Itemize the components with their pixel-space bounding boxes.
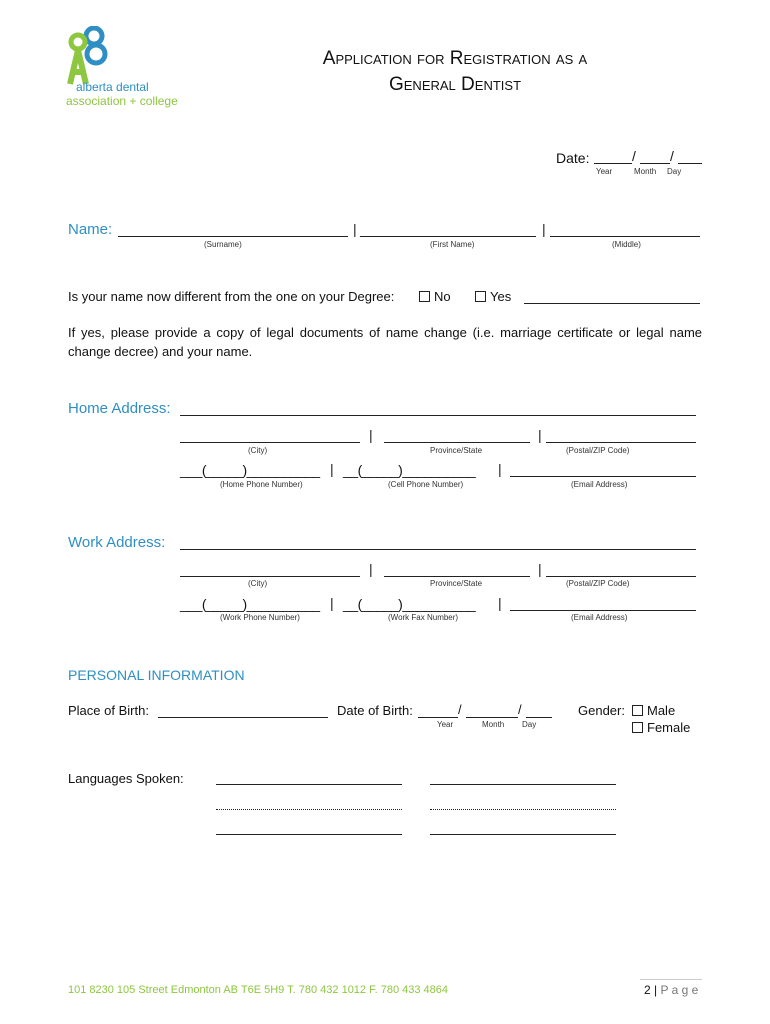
personal-info-heading: PERSONAL INFORMATION [68, 667, 245, 683]
language-field-5[interactable] [216, 834, 402, 835]
first-name-caption: (First Name) [430, 240, 475, 249]
home-postal-caption: (Postal/ZIP Code) [566, 446, 630, 455]
footer-address: 101 8230 105 Street Edmonton AB T6E 5H9 T. 780 432 1012 F. 780 433 4864 [68, 984, 448, 996]
place-of-birth-label: Place of Birth: [68, 703, 149, 718]
surname-caption: (Surname) [204, 240, 242, 249]
home-postal-field[interactable] [546, 442, 696, 443]
home-phone-field[interactable]: ___(_____)__________ [180, 462, 320, 478]
cell-phone-caption: (Cell Phone Number) [388, 480, 464, 489]
middle-name-caption: (Middle) [612, 240, 641, 249]
first-name-field[interactable] [360, 236, 536, 237]
middle-name-field[interactable] [550, 236, 700, 237]
gender-female-label: Female [647, 720, 691, 735]
date-year-field[interactable] [594, 163, 632, 164]
gender-label: Gender: [578, 703, 625, 718]
home-city-caption: (City) [248, 446, 268, 455]
degree-question: Is your name now different from the one on your Degree: [68, 289, 395, 304]
dob-month-field[interactable] [466, 717, 518, 718]
home-province-caption: Province/State [430, 446, 483, 455]
work-province-field[interactable] [384, 576, 530, 577]
degree-no-option[interactable] [419, 289, 451, 304]
language-field-4[interactable] [430, 809, 616, 810]
logo-text-line2: association + college [66, 94, 178, 108]
work-postal-field[interactable] [546, 576, 696, 577]
date-month-caption: Month [634, 167, 657, 176]
work-email-caption: (Email Address) [571, 613, 628, 622]
date-month-field[interactable] [640, 163, 670, 164]
language-field-2[interactable] [430, 784, 616, 785]
footer-rule [640, 979, 702, 980]
date-label: Date: [556, 150, 590, 166]
dob-year-caption: Year [437, 720, 454, 729]
name-change-note: If yes, please provide a copy of legal documents of name change (i.e. marriage certificate or legal name change decree) and your name. [68, 325, 702, 359]
logo [62, 26, 182, 116]
checkbox-icon [475, 291, 486, 302]
degree-yes-option[interactable] [475, 289, 511, 304]
logo-text-line1: alberta dental [76, 80, 149, 94]
checkbox-icon [632, 722, 643, 733]
home-street-field[interactable] [180, 415, 696, 416]
home-email-field[interactable] [510, 476, 696, 477]
dob-day-field[interactable] [526, 717, 552, 718]
language-field-6[interactable] [430, 834, 616, 835]
logo-mark-icon [66, 26, 116, 88]
dob-month-caption: Month [482, 720, 505, 729]
work-street-field[interactable] [180, 549, 696, 550]
surname-field[interactable] [118, 236, 348, 237]
title-line1: Application for Registration as a [322, 48, 588, 69]
page-title [250, 46, 660, 98]
place-of-birth-field[interactable] [158, 717, 328, 718]
checkbox-icon [419, 291, 430, 302]
work-phone-field[interactable]: ___(_____)__________ [180, 596, 320, 612]
dob-day-caption: Day [522, 720, 537, 729]
home-city-field[interactable] [180, 442, 360, 443]
home-email-caption: (Email Address) [571, 480, 628, 489]
cell-phone-field[interactable]: __(_____)__________ [343, 462, 476, 478]
gender-female-option[interactable] [632, 720, 690, 735]
work-fax-field[interactable]: __(_____)__________ [343, 596, 476, 612]
work-city-field[interactable] [180, 576, 360, 577]
work-fax-caption: (Work Fax Number) [388, 613, 459, 622]
checkbox-icon [632, 705, 643, 716]
gender-male-option[interactable] [632, 703, 675, 718]
languages-label: Languages Spoken: [68, 771, 184, 786]
date-year-caption: Year [596, 167, 613, 176]
name-label: Name: [68, 221, 113, 238]
language-field-3[interactable] [216, 809, 402, 810]
work-phone-caption: (Work Phone Number) [220, 613, 300, 622]
page-number: 2 [644, 983, 651, 997]
work-province-caption: Province/State [430, 579, 483, 588]
work-postal-caption: (Postal/ZIP Code) [566, 579, 630, 588]
page-word: P a g e [660, 983, 699, 997]
page-indicator: 2 | P a g e [644, 983, 699, 997]
title-line2: General Dentist [388, 74, 522, 95]
dob-year-field[interactable] [418, 717, 458, 718]
home-phone-caption: (Home Phone Number) [220, 480, 303, 489]
work-city-caption: (City) [248, 579, 268, 588]
home-address-label: Home Address: [68, 400, 171, 417]
work-address-label: Work Address: [68, 534, 166, 551]
gender-male-label: Male [647, 703, 676, 718]
date-day-caption: Day [667, 167, 682, 176]
new-name-field[interactable] [524, 303, 700, 304]
dob-label: Date of Birth: [337, 703, 413, 718]
home-province-field[interactable] [384, 442, 530, 443]
degree-yes-label: Yes [490, 289, 512, 304]
date-day-field[interactable] [678, 163, 702, 164]
language-field-1[interactable] [216, 784, 402, 785]
degree-no-label: No [434, 289, 451, 304]
work-email-field[interactable] [510, 610, 696, 611]
